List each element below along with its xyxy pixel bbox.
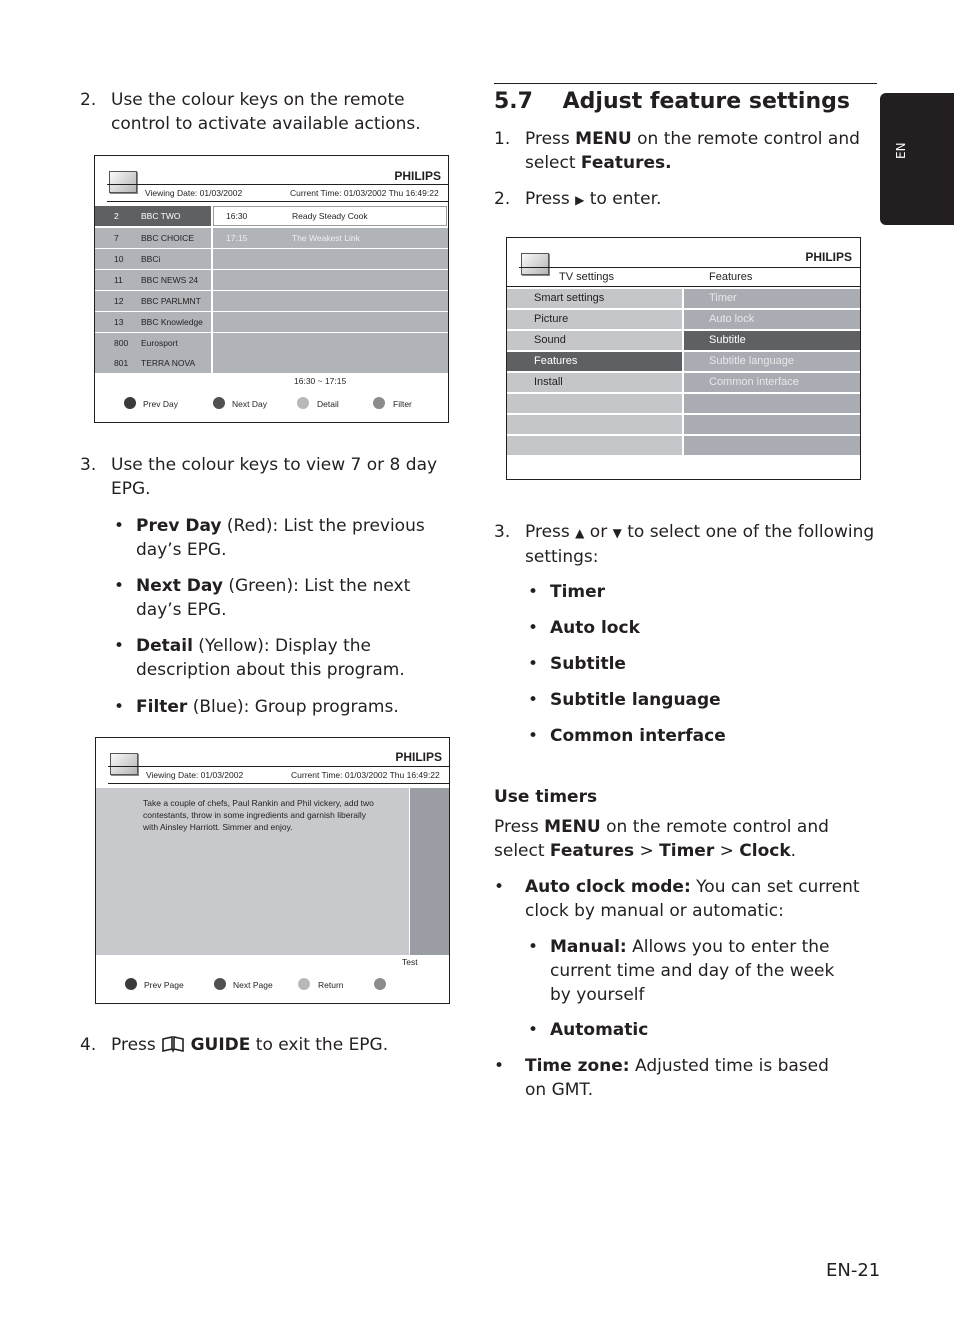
program-row[interactable]: 16:30 Ready Steady Cook: [213, 206, 447, 226]
channel-row[interactable]: 13 BBC Knowledge: [95, 312, 211, 333]
menu-item-install[interactable]: Install: [507, 373, 682, 394]
key-label: Filter: [393, 399, 412, 409]
current-time: Current Time: 01/03/2002 Thu 16:49:22: [290, 188, 439, 198]
up-arrow-icon: ▲: [575, 526, 585, 540]
setting-bullet: • Auto lock: [528, 618, 640, 638]
blue-key-icon[interactable]: [374, 978, 386, 990]
current-time: Current Time: 01/03/2002 Thu 16:49:22: [291, 770, 440, 780]
setting-bullet: • Subtitle: [528, 654, 626, 674]
key-label: Next Day: [232, 399, 267, 409]
key-label: Detail: [317, 399, 339, 409]
right-step-2: 2. Press ▶ to enter.: [494, 189, 662, 209]
key-label: Next Page: [233, 980, 273, 990]
manual-bullet: • Manual: Allows you to enter the current time and day of the week by yourself: [528, 937, 835, 1005]
brand-logo-text: PHILIPS: [394, 169, 441, 183]
step-number: 3.: [494, 522, 511, 542]
step-number: 2.: [80, 90, 97, 110]
program-description: Take a couple of chefs, Paul Rankin and Phil vickery, add two contestants, throw in some ingredients and garnish liberally with Ainsley Harriott. Simmer and enjoy.: [143, 798, 374, 832]
section-number: 5.7: [494, 89, 533, 114]
yellow-key-icon[interactable]: [297, 397, 309, 409]
bullet-prev-day: • Prev Day (Red): List the previous day’s EPG.: [114, 516, 425, 560]
test-label: Test: [402, 957, 418, 967]
section-title: Adjust feature settings: [562, 89, 850, 114]
channel-row[interactable]: 801 TERRA NOVA: [95, 353, 211, 374]
setting-bullet: • Subtitle language: [528, 690, 721, 710]
section-heading: [494, 87, 850, 117]
auto-clock-bullet: • Auto clock mode: You can set current clock by manual or automatic:: [494, 877, 860, 921]
key-label: Return: [318, 980, 344, 990]
page-number: EN-21: [826, 1260, 881, 1281]
menu-item-sound[interactable]: Sound: [507, 331, 682, 352]
yellow-key-icon[interactable]: [298, 978, 310, 990]
use-timers-text: Press MENU on the remote control and select Features > Timer > Clock.: [494, 817, 829, 861]
guide-book-icon: [161, 1036, 185, 1053]
program-row[interactable]: [213, 249, 448, 270]
left-step-3: [80, 453, 465, 501]
bullet-next-day: • Next Day (Green): List the next day’s EPG.: [114, 576, 411, 620]
menu-col2-header: Features: [709, 271, 753, 283]
section-rule: [494, 83, 877, 84]
feature-item-subtitle-language[interactable]: Subtitle language: [684, 352, 860, 373]
brand-logo-text: PHILIPS: [805, 250, 852, 264]
language-tab: [880, 93, 954, 225]
key-label: Prev Page: [144, 980, 184, 990]
right-arrow-icon: ▶: [575, 193, 585, 207]
menu-item-empty: [507, 415, 682, 436]
feature-item-timer[interactable]: Timer: [684, 289, 860, 310]
green-key-icon[interactable]: [213, 397, 225, 409]
blue-key-icon[interactable]: [373, 397, 385, 409]
scroll-panel[interactable]: [410, 788, 449, 955]
feature-item-common-interface[interactable]: Common interface: [684, 373, 860, 394]
program-row[interactable]: [213, 291, 448, 312]
automatic-bullet: • Automatic: [528, 1020, 649, 1040]
feature-item-subtitle[interactable]: Subtitle: [684, 331, 860, 352]
viewing-date: Viewing Date: 01/03/2002: [146, 770, 244, 780]
menu-item-empty: [507, 436, 682, 457]
bullet-filter: • Filter (Blue): Group programs.: [114, 697, 399, 717]
program-row[interactable]: [213, 353, 448, 374]
feature-item-empty: [684, 394, 860, 415]
viewing-date: Viewing Date: 01/03/2002: [145, 188, 243, 198]
description-panel: [96, 788, 409, 955]
left-step-2: [80, 88, 465, 136]
setting-bullet: • Timer: [528, 582, 606, 602]
step-number: 2.: [494, 189, 511, 209]
tv-icon: [521, 253, 549, 275]
menu-item-empty: [507, 394, 682, 415]
menu-col1-header: TV settings: [559, 271, 615, 283]
channel-row[interactable]: 12 BBC PARLMNT: [95, 291, 211, 312]
right-step-1: 1. Press MENU on the remote control and select Features.: [494, 129, 860, 173]
left-step-4: 4. Press GUIDE to exit the EPG.: [80, 1035, 389, 1055]
use-timers-heading: Use timers: [494, 787, 598, 807]
menu-item-picture[interactable]: Picture: [507, 310, 682, 331]
epg-screen: [94, 155, 449, 423]
bullet-detail: • Detail (Yellow): Display the description about this program.: [114, 636, 405, 680]
channel-row[interactable]: 11 BBC NEWS 24: [95, 270, 211, 291]
menu-item-features[interactable]: Features: [507, 352, 682, 373]
green-key-icon[interactable]: [214, 978, 226, 990]
red-key-icon[interactable]: [125, 978, 137, 990]
step-number: 3.: [80, 455, 97, 475]
time-range: 16:30 ~ 17:15: [294, 376, 347, 386]
brand-logo-text: PHILIPS: [395, 750, 442, 764]
channel-row[interactable]: 800 Eurosport: [95, 333, 211, 354]
tv-icon: [109, 171, 137, 193]
language-tab-label: EN: [894, 142, 908, 159]
program-row[interactable]: [213, 270, 448, 291]
menu-item-smart-settings[interactable]: Smart settings: [507, 289, 682, 310]
settings-menu-screen: [506, 237, 861, 480]
down-arrow-icon: ▼: [612, 526, 622, 540]
program-row[interactable]: [213, 333, 448, 354]
channel-row[interactable]: 7 BBC CHOICE: [95, 228, 211, 249]
channel-row[interactable]: 2 BBC TWO: [95, 206, 211, 227]
tv-icon: [110, 753, 138, 775]
epg-detail-screen: [95, 737, 450, 1004]
feature-item-empty: [684, 436, 860, 457]
step-number: 1.: [494, 129, 511, 149]
red-key-icon[interactable]: [124, 397, 136, 409]
channel-row[interactable]: 10 BBCi: [95, 249, 211, 270]
program-row[interactable]: [213, 312, 448, 333]
feature-item-empty: [684, 415, 860, 436]
key-label: Prev Day: [143, 399, 178, 409]
step-text: Use the colour keys on the remote control to activate available actions.: [111, 90, 421, 134]
time-zone-bullet: • Time zone: Adjusted time is based on GMT.: [494, 1056, 829, 1100]
feature-item-auto-lock[interactable]: Auto lock: [684, 310, 860, 331]
step-text: Use the colour keys to view 7 or 8 day EPG.: [111, 455, 438, 499]
program-row[interactable]: 17:15 The Weakest Link: [213, 228, 448, 249]
setting-bullet: • Common interface: [528, 726, 726, 746]
right-step-3: 3. Press ▲ or ▼ to select one of the following settings:: [494, 522, 875, 567]
step-number: 4.: [80, 1035, 97, 1055]
